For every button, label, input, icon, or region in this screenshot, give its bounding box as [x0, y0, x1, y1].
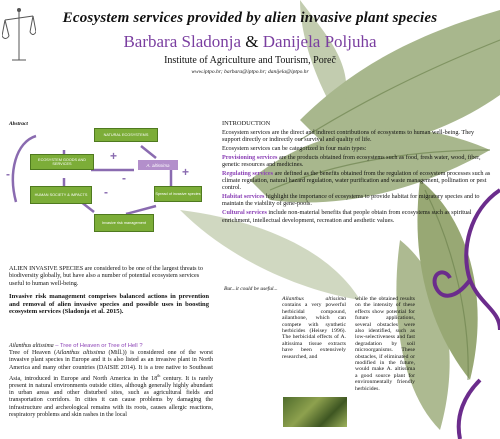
- box-invasive-risk: Invasive risk management: [94, 214, 154, 232]
- risk-management-text: Invasive risk management comprises balanced actions in prevention and removal of alien invasive species and possible uses in boosting ecosystem services (Sladonja et al. 2015).: [9, 293, 209, 316]
- minus-sign-2: -: [104, 185, 108, 199]
- box-ecosystem-goods: ECOSYSTEM GOODS AND SERVICES: [30, 154, 94, 170]
- box-a-altissima: A. altissima: [138, 160, 178, 170]
- intro-paragraph-1: Ecosystem services are the direct and indirect contributions of ecosystems to human well-being. They support directly or indirectly our survival and quality of life.: [222, 128, 475, 144]
- plant-photo: [283, 397, 347, 427]
- author-ampersand: &: [245, 32, 259, 51]
- alien-invasive-species-text: ALIEN INVASIVE SPECIES are considered to be one of the largest threats to biodiversity globally, but have also a number of potential ecosystem services useful to human well-being.: [9, 265, 203, 287]
- minus-sign-3: -: [6, 167, 10, 181]
- plus-sign: +: [110, 149, 118, 163]
- ailanthus-heading: Ailanthus altissima – Tree of Heaven or Tree of Hell ?: [9, 343, 143, 349]
- contact-email: www.iptpo.hr; barbara@iptpo.hr; danijela@iptpo.hr: [191, 69, 309, 75]
- abstract-diagram: [6, 122, 206, 234]
- poster-title: Ecosystem services provided by alien invasive plant species: [62, 10, 438, 26]
- authors: [0, 32, 500, 52]
- author-1: Barbara Sladonja: [123, 32, 242, 51]
- box-human-society: HUMAN SOCIETY & IMPACTS: [30, 186, 92, 204]
- intro-paragraph-2: Ecosystem services can be categorized in four main types:: [222, 144, 367, 152]
- ailanthus-body: Tree of Heaven (Ailanthus altissima (Mill.)) is considered one of the worst invasive plant species in Europe and it is also listed as an invasive plant in North America and many other countries (DAISIE 2014). It is a tree native to Southeast Asia, introduced in Europe and North America in the 18th century. It is rarely present in natural environments outside cities, although generally highly abundant in urban areas and other disturbed sites, such as agricultural fields and transportation corridors. In cities it can cause problems by damaging the infrastructure and archeological remains with its roots, causes allergic reactions, respiratory problems and skin rashes in the local: [9, 350, 213, 418]
- ailanthus-section: [9, 343, 213, 419]
- box-natural-ecosystems: NATURAL ECOSYSTEMS: [94, 128, 158, 142]
- regulating-services: Regulating services are defined as the benefits obtained from the regulation of ecosystem processes such as climate regulation, natural hazard regulation, water purification and waste management, pollination or pest control.: [222, 169, 491, 192]
- introduction-section: [222, 120, 494, 225]
- author-2: Danijela Poljuha: [262, 32, 377, 51]
- useful-column-1: Ailanthus altissima contains a very powerful herbicidal compound, ailanthone, which can compete with synthetic herbicides (Heisey 1996). The herbicidal effects of A. altissima tissue extracts have been extensively researched, and: [282, 296, 346, 360]
- provisioning-services: Provisioning services are the products obtained from ecosystems such as food, fresh water, wood, fiber, genetic resources and medicines.: [222, 153, 481, 168]
- habitat-services: Habitat services highlight the importance of ecosystems to provide habitat for migratory species and to maintain the viability of gene-pools.: [222, 193, 480, 208]
- intro-heading: INTRODUCTION: [222, 120, 271, 127]
- cultural-services: Cultural services include non-material benefits that people obtain from ecosystems such as spiritual enrichment, intellectual development, recreation and aesthetic values.: [222, 209, 472, 224]
- box-spread: Spread of invasive species: [154, 186, 202, 202]
- abstract-label: Abstract: [9, 121, 28, 127]
- useful-column-2: while the obtained results on the intensity of these effects show potential for future applications, several obstacles were also identified, such as low-selectiveness and fast degradation by soil microorganisms. These obstacles, if eliminated or modified in the future, would make A. altissima a good source plant for environmentally friendly herbicides.: [355, 296, 415, 392]
- useful-label: But...it could be useful...: [224, 286, 278, 292]
- institute: Institute of Agriculture and Tourism, Poreč: [164, 55, 336, 66]
- plus-sign-2: +: [182, 165, 190, 179]
- minus-sign: -: [122, 171, 126, 185]
